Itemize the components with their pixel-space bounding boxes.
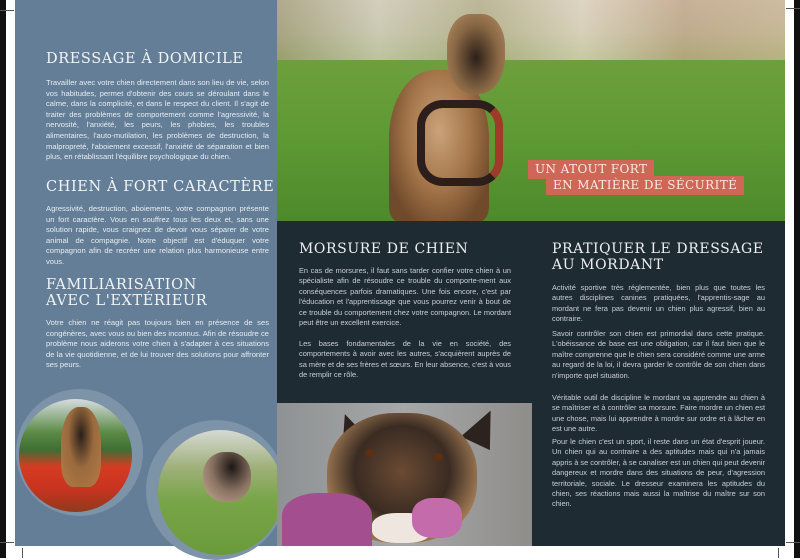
hero-background-trees: [277, 0, 785, 60]
photo-dog-biting: [277, 403, 532, 546]
puppy-figure: [203, 452, 251, 502]
right-panel: [532, 221, 785, 546]
section-title-mordant-2: AU MORDANT: [552, 257, 664, 273]
crop-mark: [22, 548, 23, 558]
tagline-line-1: UN ATOUT FORT: [528, 160, 654, 179]
middle-panel: [277, 221, 532, 403]
section-title-familiarisation-2: AVEC L'EXTÉRIEUR: [46, 293, 208, 309]
section-body-morsure-2: Les bases fondamentales de la vie en société, des comportements à avoir avec les autres, s'acquièrent auprès de sa mère et de ses frères et sœurs. En leur absence, c'est à vous de remplir ce rôle.: [299, 339, 511, 380]
crop-mark: [786, 542, 800, 543]
crop-mark: [778, 548, 779, 558]
hero-dog-head: [447, 14, 505, 94]
bite-sleeve: [412, 498, 462, 538]
section-body-dressage-domicile: Travailler avec votre chien directement dans son lieu de vie, selon vos habitudes, permet d'obtenir des cours se déroulant dans le calme, dans la complicité, et dans le respect du client. Il s'agit de traiter des problèmes de comportement comme l'agressivité, la nervosité, l'anxiété, les peurs, les phobies, les troubles alimentaires, l'auto-mutilation, les problèmes de destruction, la malpropreté, l'aboiement excessif, l'anxiété de séparation et bien plus, en rétablissant l'équilibre psychologique du chien.: [46, 78, 269, 162]
left-panel: [15, 0, 277, 546]
photo-puppy-running: [158, 430, 283, 555]
section-body-familiarisation: Votre chien ne réagit pas toujours bien en présence de ses congénères, avec vous ou bien des inconnus. Afin de résoudre ce problème nous aiderons votre chien à s'adapter à ces situations de la vie quotidienne, et de lui trouver des solutions pour affronter ses peurs.: [46, 318, 269, 370]
section-title-morsure: MORSURE DE CHIEN: [299, 241, 469, 257]
crop-mark: [786, 8, 800, 9]
section-body-mordant-1: Activité sportive très réglementée, bien plus que toutes les autres disciplines canines pratiquées, l'apprentis-sage au mordant ne fera pas devenir un chien plus agressif, bien au contraire.: [552, 283, 765, 324]
dog-eye: [365, 449, 375, 457]
section-body-mordant-3: Véritable outil de discipline le mordant va apprendre au chien à se maîtriser et à contrôler sa morsure. Faire mordre un chien est une chose, mais lui apprendre à mordre sur ordre et à lâcher en est une autre.: [552, 393, 765, 434]
hero-dog-harness: [417, 100, 503, 186]
page-edge-right: [794, 0, 800, 558]
dog-figure: [61, 407, 101, 487]
section-title-fort-caractere: CHIEN À FORT CARACTÈRE: [46, 179, 275, 195]
tagline-line-2: EN MATIÈRE DE SÉCURITÉ: [546, 176, 744, 195]
section-title-mordant-1: PRATIQUER LE DRESSAGE: [552, 241, 764, 257]
section-title-familiarisation-1: FAMILIARISATION: [46, 277, 197, 293]
section-body-morsure-1: En cas de morsures, il faut sans tarder confier votre chien à un spécialiste afin de résoudre ce trouble du comporte-ment aux conséquences parfois dramatiques. Une fois encore, c'est par l'éducation et l'apprentissage que vous pourrez venir à bout de ce trouble du comportement chez votre compagnon. Le mordant peut être un excellent exercice.: [299, 266, 511, 328]
section-body-mordant-4: Pour le chien c'est un sport, il reste dans un état d'esprit joueur. Un chien qui au contraire a des aptitudes mais qui n'a jamais appris à se contrôler, à se canaliser est un chien qui peut devenir dangereux et mordre dans des situations de peur, d'agression territoriale, sociale. Le dresseur examinera les aptitudes du chien, ses réactions mais aussi la maîtrise du maître sur son chien.: [552, 437, 765, 509]
photo-dog-poppies: [19, 399, 132, 512]
bite-sleeve: [282, 493, 372, 546]
crop-mark: [0, 10, 14, 11]
dog-eye: [433, 453, 443, 461]
section-body-fort-caractere: Agressivité, destruction, aboiements, votre compagnon présente un fort caractère. Vous en souffrez tous les deux et, sans une solution rapide, vous craignez de devoir vous séparer de votre animal de compagnie. Notre objectif est d'éduquer votre compagnon afin de recréer une relation plus harmonieuse entre vous.: [46, 204, 269, 266]
section-body-mordant-2: Savoir contrôler son chien est primordial dans cette pratique. L'obéissance de base est une obligation, car il faut bien que le maître comprenne que le chien sera considéré comme une arme au regard de la loi, il devra garder le contrôle de son chien dans n'importe quel situation.: [552, 329, 765, 380]
crop-mark: [0, 542, 14, 543]
section-title-dressage-domicile: DRESSAGE À DOMICILE: [46, 51, 244, 67]
page-edge-left: [0, 0, 6, 558]
